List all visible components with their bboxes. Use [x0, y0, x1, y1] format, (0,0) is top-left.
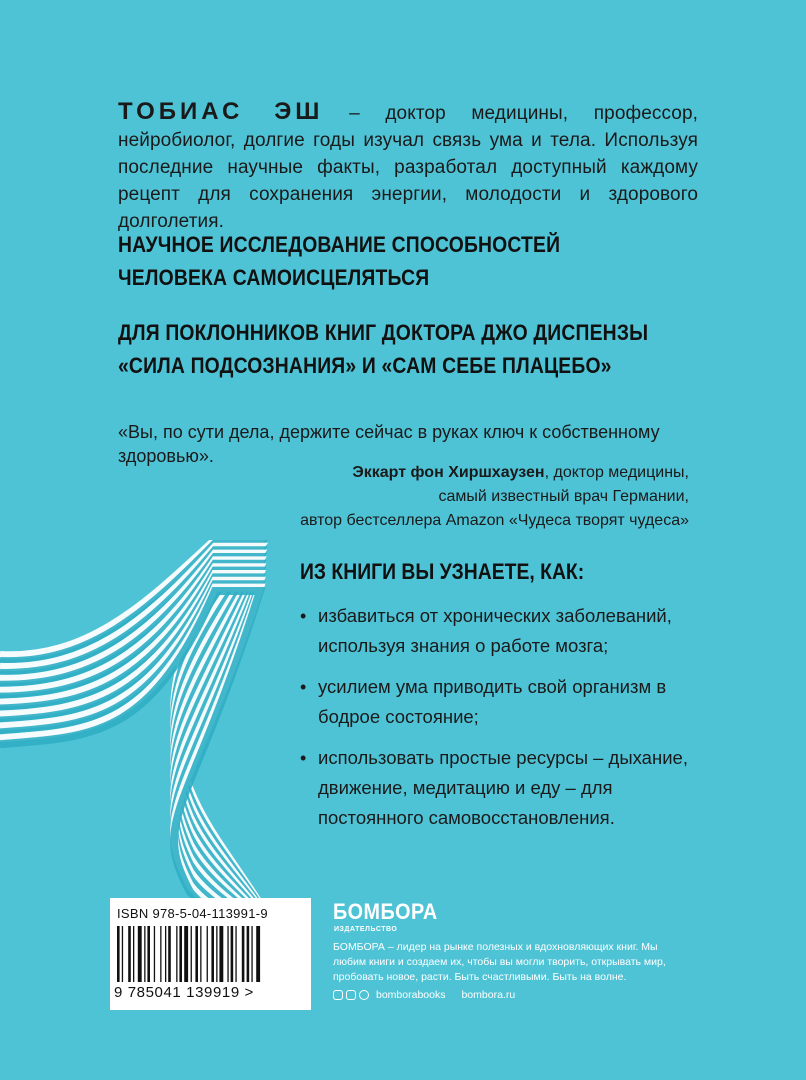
social-links — [333, 989, 515, 1001]
instagram-icon[interactable] — [359, 990, 369, 1000]
list-item — [300, 743, 700, 833]
attribution-line-2: самый известный врач Германии, — [438, 488, 689, 505]
attribution-name: Эккарт фон Хиршхаузен — [352, 464, 545, 481]
publisher-subtitle: ИЗДАТЕЛЬСТВО — [334, 926, 398, 933]
headline-line-2: ЧЕЛОВЕКА САМОИСЦЕЛЯТЬСЯ — [118, 265, 430, 290]
list-item-text: использовать простые ресурсы – дыхание, движение, медитацию и еду – для постоянного самовосстановления. — [318, 747, 688, 828]
decorative-waves — [0, 540, 300, 940]
testimonial-quote: «Вы, по сути дела, держите сейчас в руках ключ к собственному здоровью». — [118, 422, 660, 466]
attribution-line-1: , доктор медицины, — [544, 464, 689, 481]
facebook-icon[interactable] — [333, 990, 343, 1000]
vk-icon[interactable] — [346, 990, 356, 1000]
author-bio — [118, 98, 698, 235]
list-item — [300, 601, 700, 661]
social-handle[interactable]: bomborabooks — [376, 989, 446, 1001]
wave-stripes — [0, 540, 280, 940]
publisher-description: БОМБОРА – лидер на рынке полезных и вдохновляющих книг. Мы любим книги и создаем их, чтобы вы могли творить, открывать мир, пробовать новое, расти. Быть счастливыми. Быть на волне. — [333, 941, 666, 983]
bullet-icon: • — [300, 748, 307, 768]
headline-line-1: НАУЧНОЕ ИССЛЕДОВАНИЕ СПОСОБНОСТЕЙ — [118, 232, 561, 257]
author-bio-text: – доктор медицины, профессор, нейробиолог, долгие годы изучал связь ума и тела. Используя последние научные факты, разработал доступный каждому рецепт для сохранения энергии, молодости и здорового долголетия. — [118, 103, 699, 232]
barcode — [110, 898, 311, 1010]
bullet-icon: • — [300, 677, 307, 697]
headline-line-4: «СИЛА ПОДСОЗНАНИЯ» И «САМ СЕБЕ ПЛАЦЕБО» — [118, 353, 612, 378]
website-link[interactable]: bombora.ru — [461, 989, 516, 1001]
list-item — [300, 672, 700, 732]
bullet-icon: • — [300, 606, 307, 626]
headline-research — [118, 228, 600, 294]
headline-line-3: ДЛЯ ПОКЛОННИКОВ КНИГ ДОКТОРА ДЖО ДИСПЕНЗЫ — [118, 320, 649, 345]
barcode-bars — [115, 926, 305, 984]
barcode-digits: 9 785041 139919 > — [114, 984, 254, 1001]
isbn-text: ISBN 978-5-04-113991-9 — [117, 906, 268, 921]
headline-fans — [118, 316, 651, 382]
list-item-text: избавиться от хронических заболеваний, используя знания о работе мозга; — [318, 605, 672, 656]
publisher-logo: БОМБОРА — [333, 899, 438, 924]
list-item-text: усилием ума приводить свой организм в бодрое состояние; — [318, 676, 667, 727]
learn-heading: ИЗ КНИГИ ВЫ УЗНАЕТЕ, КАК: — [300, 559, 585, 584]
quote-attribution — [269, 461, 689, 533]
attribution-line-3: автор бестселлера Amazon «Чудеса творят чудеса» — [300, 512, 689, 529]
author-name: ТОБИАС ЭШ — [118, 98, 324, 125]
learn-list — [300, 601, 700, 844]
